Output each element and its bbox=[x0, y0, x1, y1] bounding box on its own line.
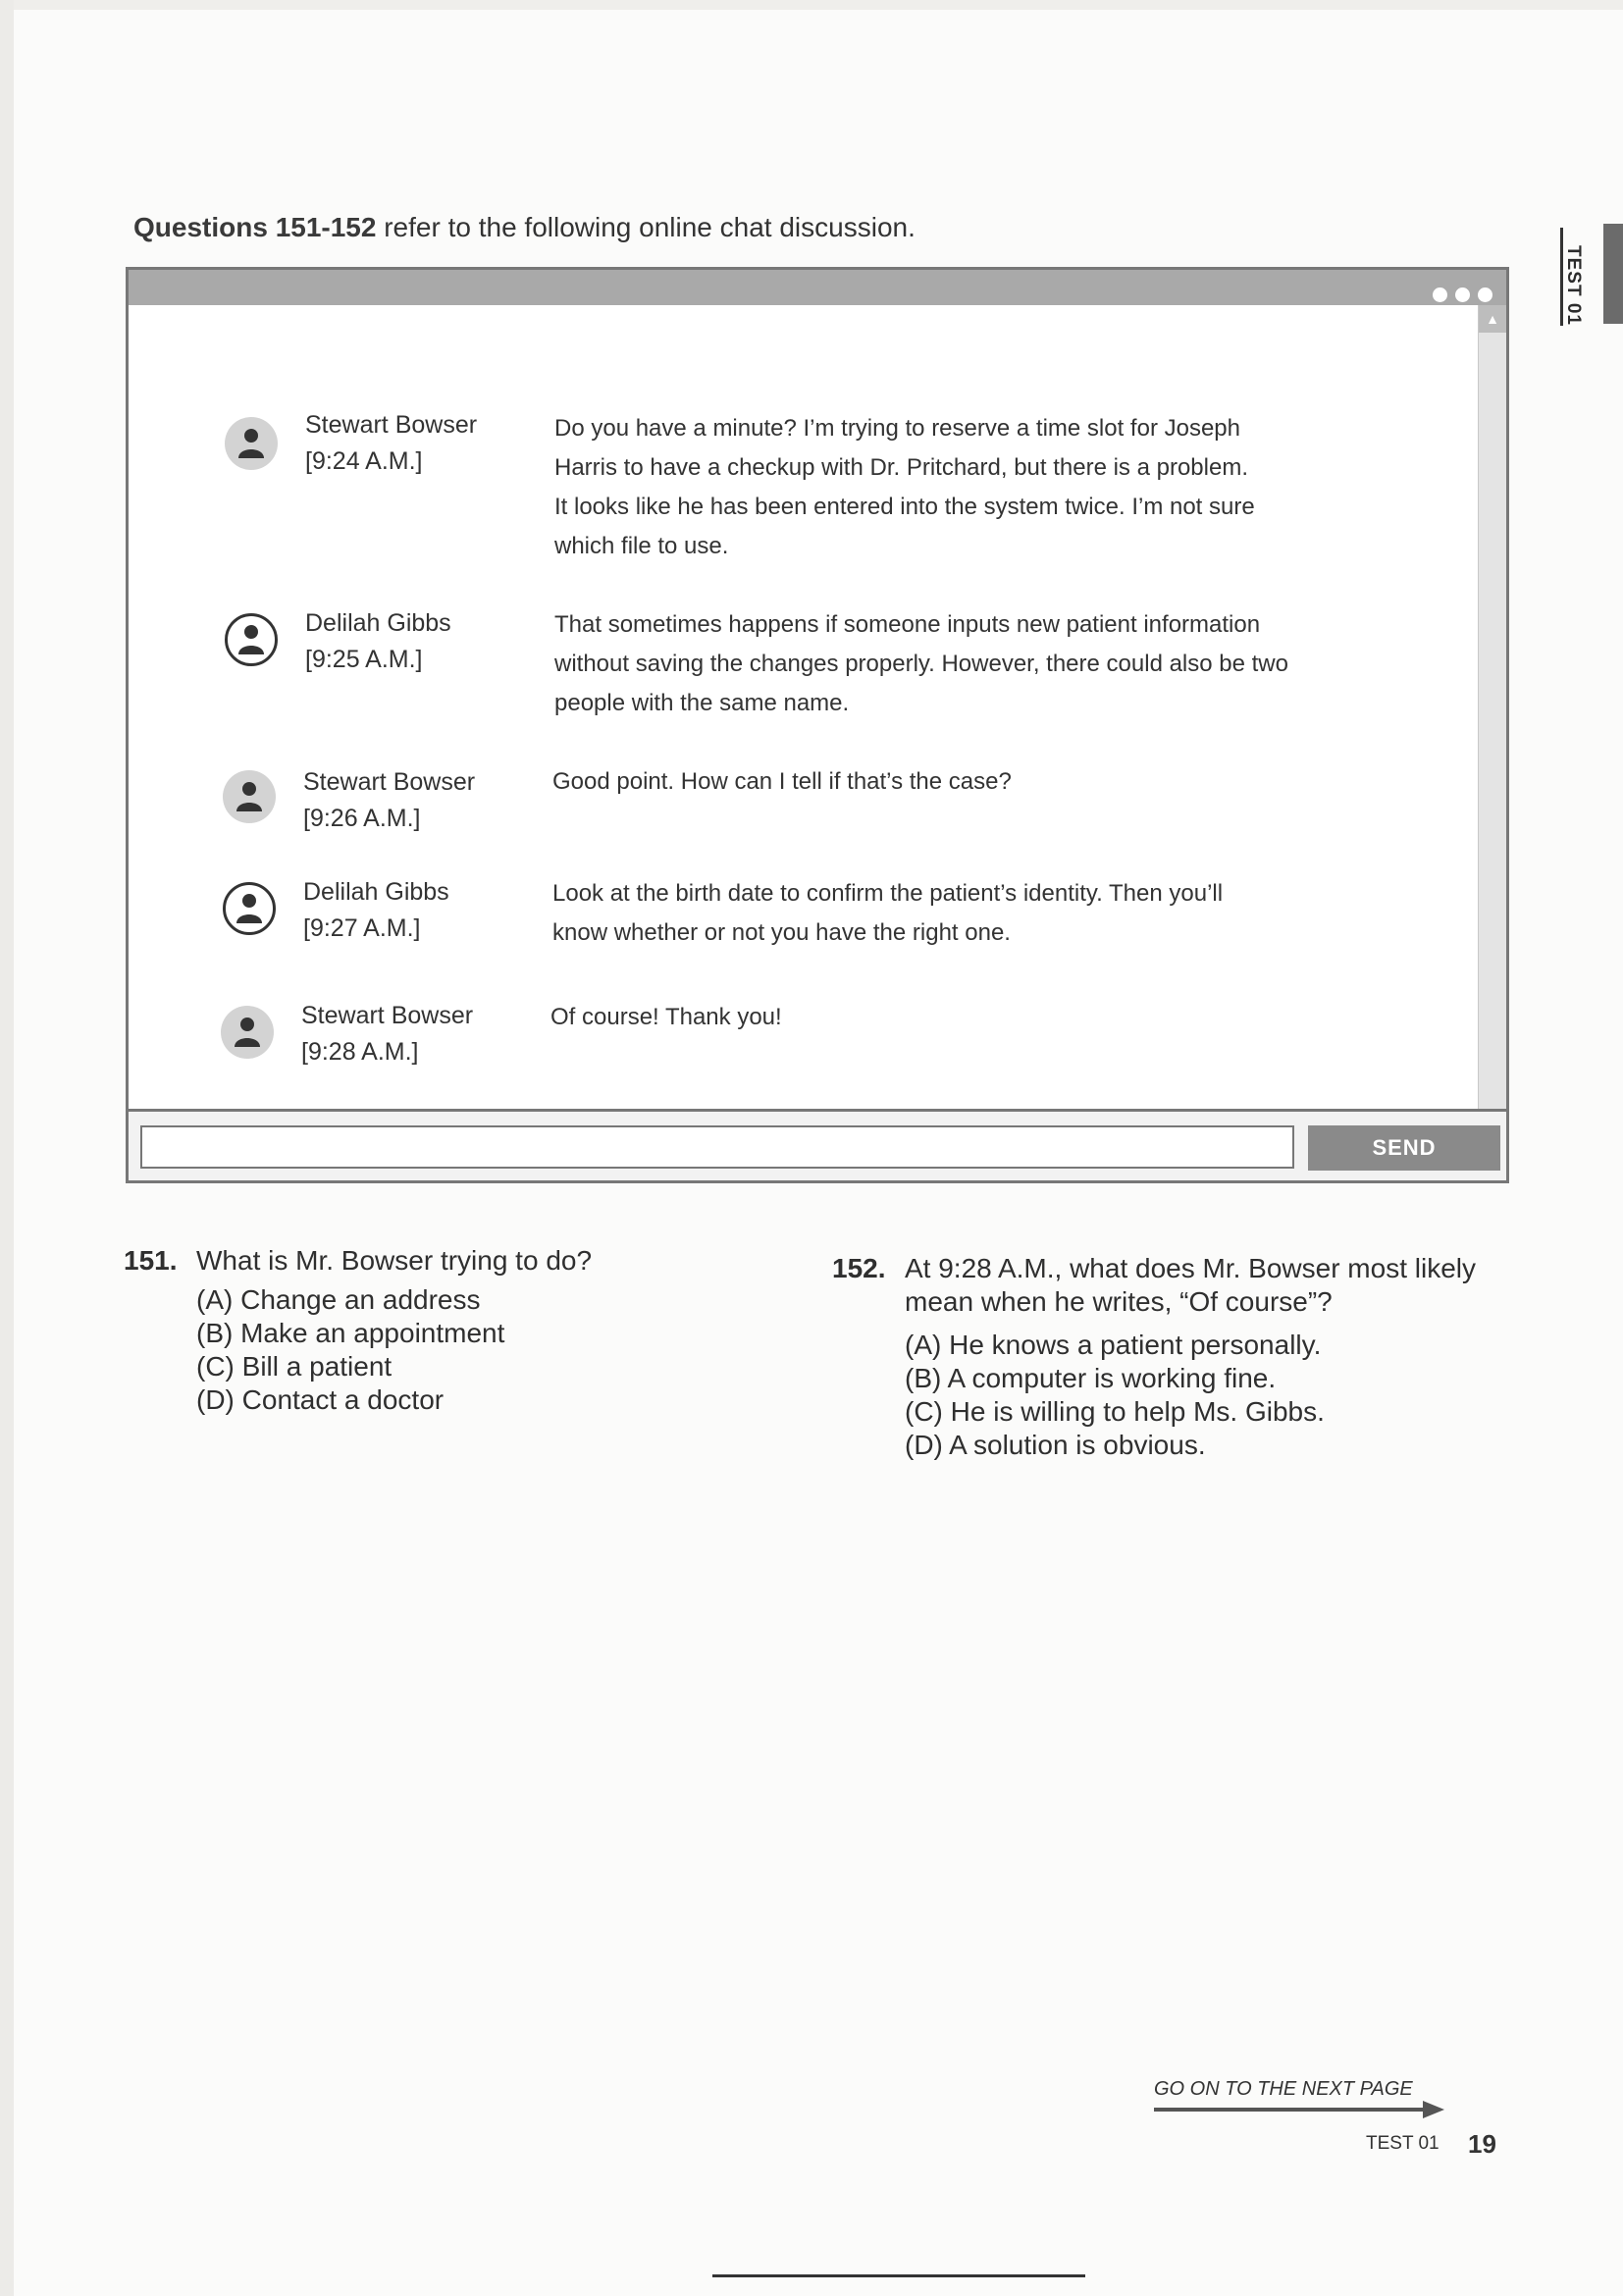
answer-option[interactable]: (A) Change an address bbox=[196, 1284, 481, 1315]
page-left-edge bbox=[0, 0, 14, 2296]
user-avatar-icon bbox=[223, 882, 276, 935]
message-time: [9:28 A.M.] bbox=[301, 1038, 419, 1066]
question-text: At 9:28 A.M., what does Mr. Bowser most likely mean when he writes, “Of course”? bbox=[905, 1253, 1476, 1317]
footer-test-label: TEST 01 bbox=[1366, 2133, 1440, 2154]
chat-window bbox=[126, 267, 1509, 1183]
message-time: [9:25 A.M.] bbox=[305, 646, 423, 673]
bottom-rule bbox=[712, 2274, 1085, 2277]
question-151 bbox=[124, 1244, 811, 1440]
message-line: That sometimes happens if someone inputs new patient information bbox=[554, 611, 1261, 638]
user-avatar-icon bbox=[221, 1006, 274, 1059]
window-dot-icon[interactable] bbox=[1478, 287, 1492, 302]
message-sender bbox=[301, 998, 473, 1070]
question-152 bbox=[832, 1252, 1519, 1478]
sender-name: Stewart Bowser bbox=[303, 768, 476, 796]
answer-option[interactable]: (B) Make an appointment bbox=[196, 1318, 505, 1348]
message-text bbox=[552, 762, 1396, 802]
page-top-edge bbox=[0, 0, 1623, 10]
chat-titlebar bbox=[129, 270, 1506, 305]
message-text bbox=[550, 998, 1394, 1037]
message-time: [9:27 A.M.] bbox=[303, 914, 421, 942]
message-sender bbox=[305, 407, 477, 480]
side-tab-label: TEST 01 bbox=[1563, 245, 1584, 326]
message-line: which file to use. bbox=[554, 533, 729, 559]
sender-name: Stewart Bowser bbox=[305, 411, 478, 439]
side-marker-bar bbox=[1603, 224, 1623, 324]
answer-option[interactable]: (D) Contact a doctor bbox=[196, 1384, 445, 1415]
message-input[interactable] bbox=[140, 1125, 1294, 1169]
user-avatar-icon bbox=[223, 770, 276, 823]
user-avatar-icon bbox=[225, 613, 278, 666]
window-dot-icon[interactable] bbox=[1433, 287, 1447, 302]
heading-instruction: refer to the following online chat discussion. bbox=[376, 212, 916, 242]
next-page-prompt: GO ON TO THE NEXT PAGE bbox=[1154, 2078, 1413, 2100]
answer-option[interactable]: (B) A computer is working fine. bbox=[905, 1363, 1277, 1393]
message-line: Do you have a minute? I’m trying to reserve a time slot for Joseph bbox=[554, 415, 1240, 442]
window-dot-icon[interactable] bbox=[1455, 287, 1470, 302]
message-line: Good point. How can I tell if that’s the case? bbox=[552, 768, 1012, 795]
message-text bbox=[554, 605, 1398, 723]
message-sender bbox=[303, 874, 449, 947]
user-avatar-icon bbox=[225, 417, 278, 470]
message-time: [9:26 A.M.] bbox=[303, 805, 421, 832]
question-number: 152. bbox=[832, 1253, 886, 1283]
message-text bbox=[554, 409, 1398, 566]
answer-option[interactable]: (A) He knows a patient personally. bbox=[905, 1330, 1322, 1360]
message-list bbox=[129, 305, 1479, 1114]
message-line: without saving the changes properly. However, there could also be two bbox=[554, 651, 1288, 677]
message-sender bbox=[303, 764, 475, 837]
answer-option[interactable]: (D) A solution is obvious. bbox=[905, 1430, 1206, 1460]
message-line: Of course! Thank you! bbox=[550, 1004, 782, 1030]
message-line: It looks like he has been entered into the system twice. I’m not sure bbox=[554, 494, 1255, 520]
side-tab bbox=[1560, 228, 1584, 326]
window-controls[interactable] bbox=[1433, 287, 1492, 302]
message-text bbox=[552, 874, 1396, 953]
answer-option[interactable]: (C) He is willing to help Ms. Gibbs. bbox=[905, 1396, 1325, 1427]
question-number: 151. bbox=[124, 1245, 178, 1276]
arrowhead-icon bbox=[1423, 2101, 1444, 2118]
send-button[interactable]: SEND bbox=[1308, 1125, 1500, 1171]
question-text: What is Mr. Bowser trying to do? bbox=[196, 1245, 593, 1276]
heading-question-range: Questions 151-152 bbox=[133, 212, 377, 242]
next-page-arrow-icon bbox=[1154, 2108, 1431, 2112]
sender-name: Delilah Gibbs bbox=[303, 878, 449, 906]
message-line: people with the same name. bbox=[554, 690, 850, 716]
chat-input-row bbox=[129, 1109, 1506, 1180]
sender-name: Delilah Gibbs bbox=[305, 609, 451, 637]
answer-option[interactable]: (C) Bill a patient bbox=[196, 1351, 393, 1382]
page-number: 19 bbox=[1468, 2129, 1496, 2159]
scrollbar[interactable] bbox=[1478, 305, 1506, 1114]
message-sender bbox=[305, 605, 451, 678]
message-line: Look at the birth date to confirm the patient’s identity. Then you’ll bbox=[552, 880, 1224, 907]
section-heading bbox=[133, 212, 916, 243]
message-time: [9:24 A.M.] bbox=[305, 447, 423, 475]
message-line: know whether or not you have the right one. bbox=[552, 919, 1011, 946]
scroll-up-arrow-icon[interactable]: ▲ bbox=[1479, 305, 1506, 333]
message-line: Harris to have a checkup with Dr. Pritchard, but there is a problem. bbox=[554, 454, 1248, 481]
sender-name: Stewart Bowser bbox=[301, 1002, 474, 1029]
